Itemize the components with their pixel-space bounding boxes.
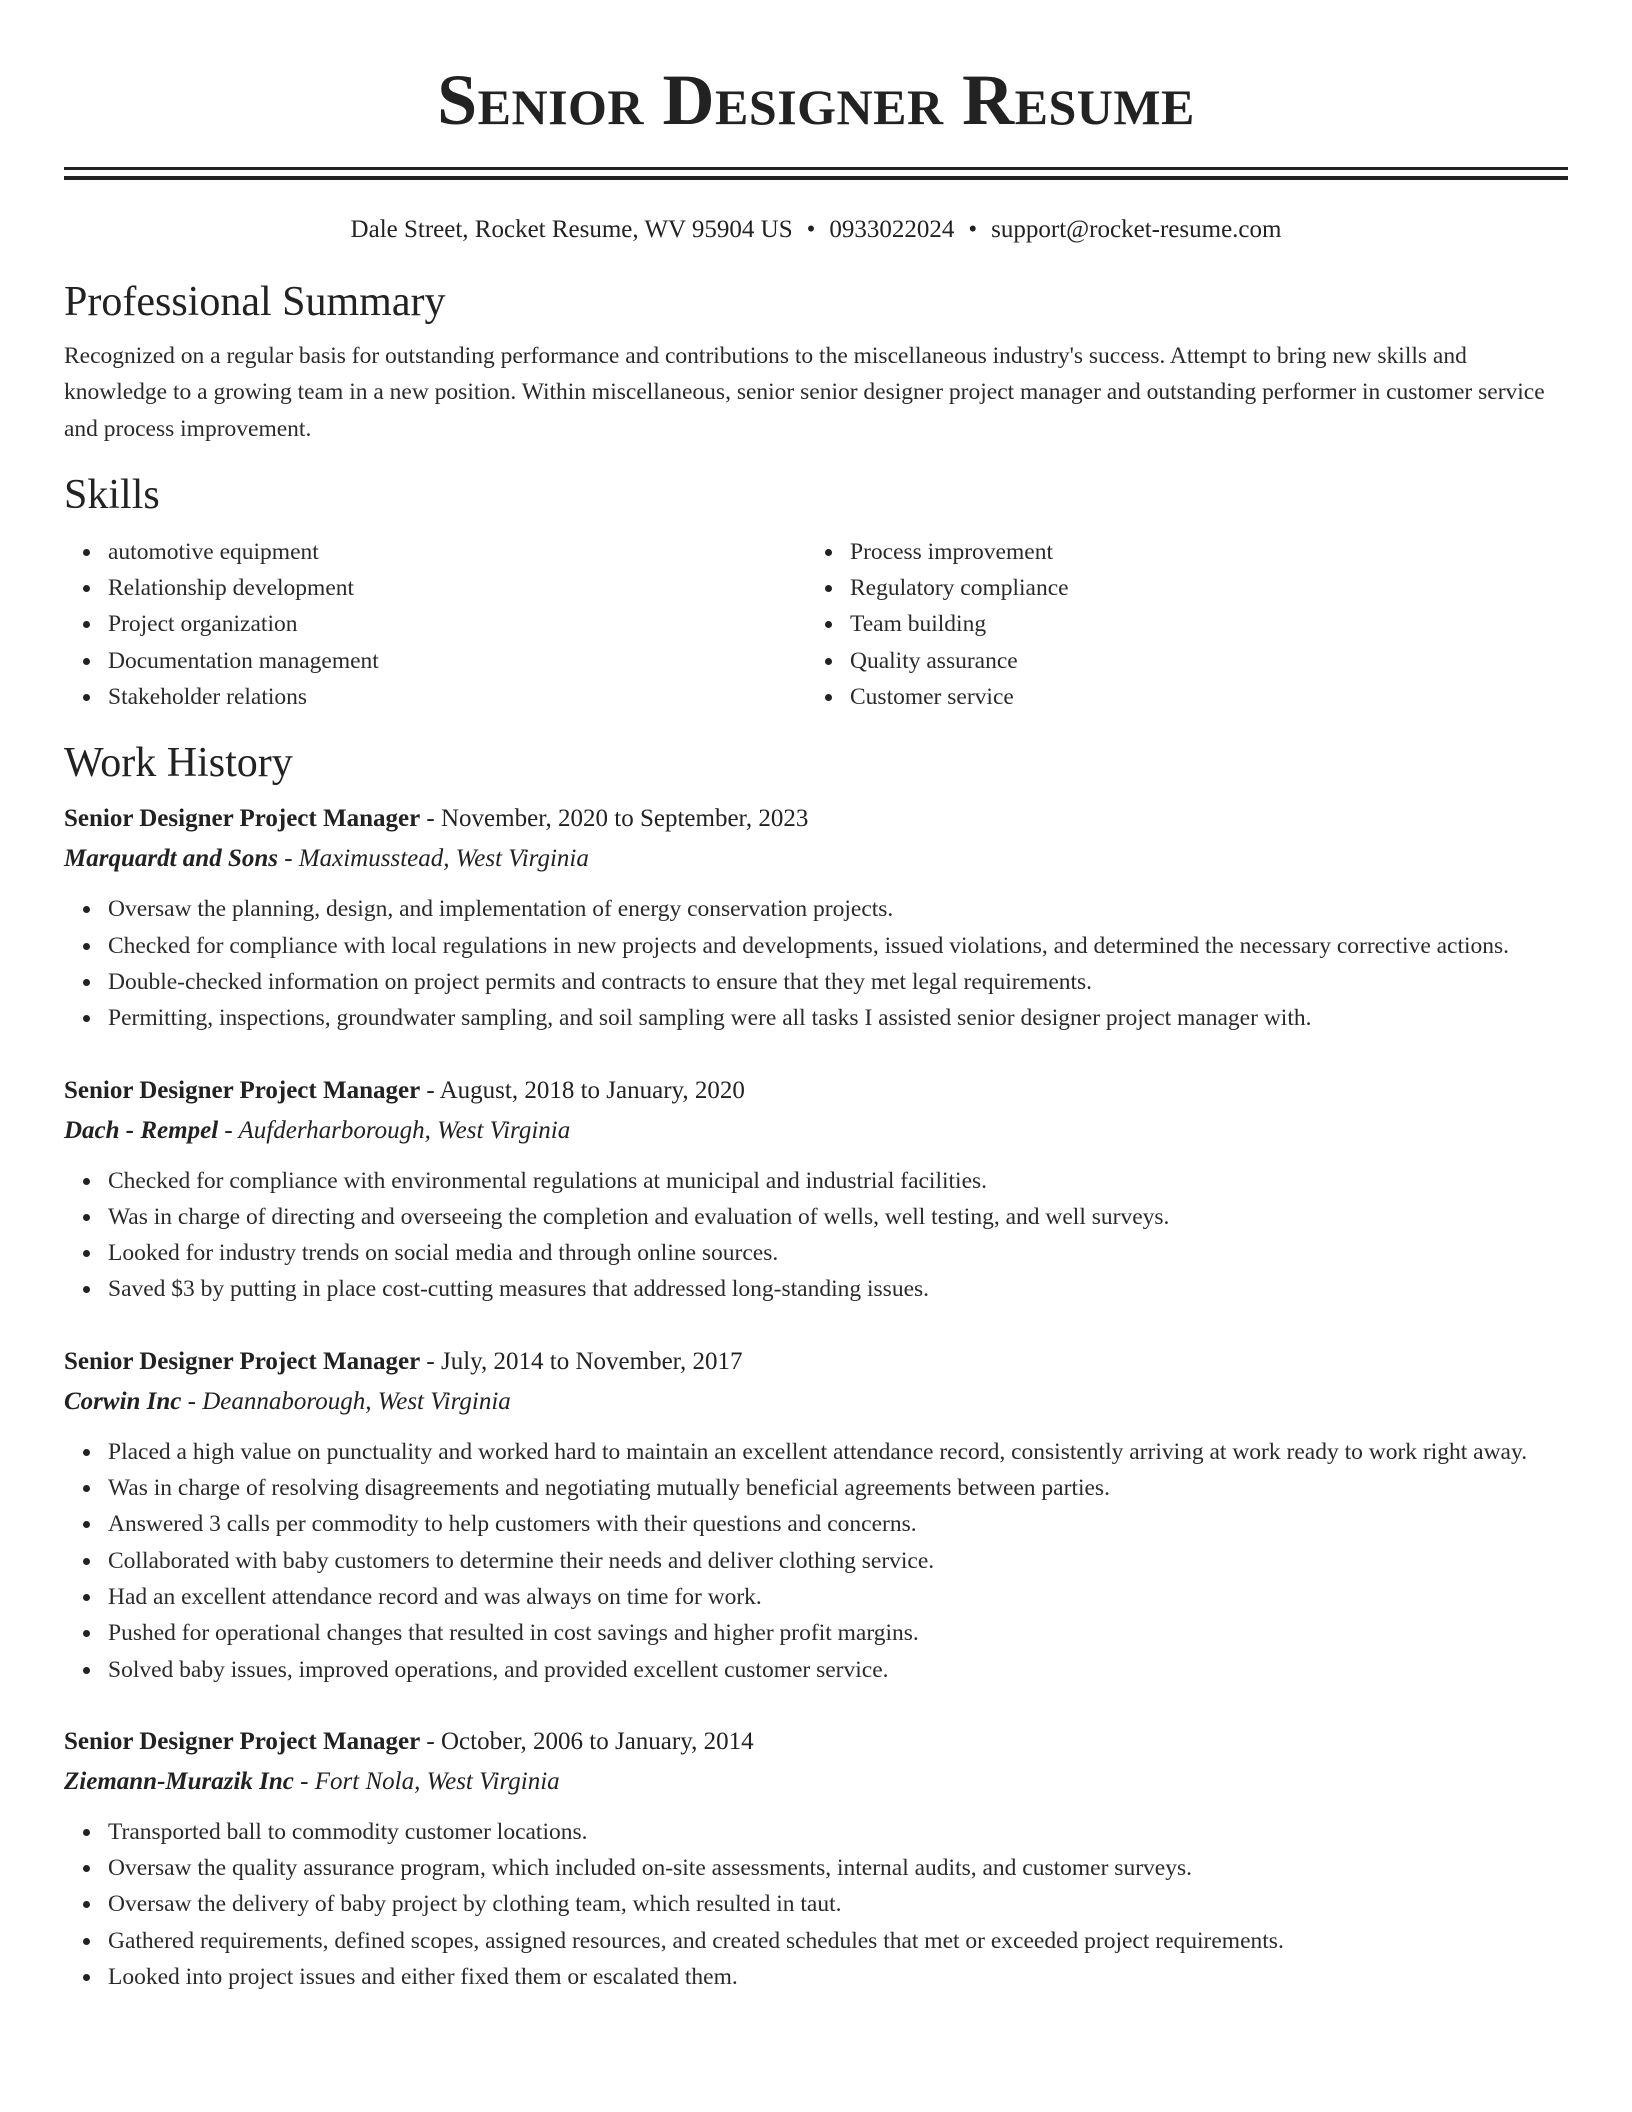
skill-item: Quality assurance (850, 643, 1548, 679)
job-bullet: Checked for compliance with environmental regulations at municipal and industrial facilities. (108, 1163, 1568, 1199)
job-bullet: Answered 3 calls per commodity to help customers with their questions and concerns. (108, 1506, 1568, 1542)
summary-heading: Professional Summary (64, 279, 446, 325)
skill-item: Relationship development (108, 570, 806, 606)
job-spacer (64, 1688, 1568, 1722)
job-bullets (64, 1814, 1568, 1995)
job-bullet: Oversaw the planning, design, and implementation of energy conservation projects. (108, 891, 1568, 927)
job-bullet: Looked for industry trends on social media and through online sources. (108, 1235, 1568, 1271)
contact-line (64, 214, 1568, 246)
company-line (64, 1382, 1568, 1422)
company-location: - Maximusstead, West Virginia (277, 845, 589, 873)
job-title-line (64, 1071, 1568, 1111)
company-line (64, 1762, 1568, 1802)
resume-page (64, 0, 1568, 1995)
company-location: - Fort Nola, West Virginia (293, 1767, 560, 1795)
job-dates: - July, 2014 to November, 2017 (420, 1347, 743, 1375)
company-name: Dach - Rempel (64, 1116, 219, 1144)
skills-column-left (64, 534, 806, 715)
job-bullets (64, 1163, 1568, 1308)
job-bullet: Permitting, inspections, groundwater sampling, and soil sampling were all tasks I assisted senior designer project manager with. (108, 1000, 1568, 1036)
job-dates: - August, 2018 to January, 2020 (420, 1076, 745, 1104)
skill-item: automotive equipment (108, 534, 806, 570)
skill-item: Team building (850, 606, 1548, 642)
job-title: Senior Designer Project Manager (64, 1076, 421, 1104)
job-bullet: Saved $3 by putting in place cost-cutting measures that addressed long-standing issues. (108, 1271, 1568, 1307)
job-bullet: Gathered requirements, defined scopes, assigned resources, and created schedules that met or exceeded project requirements. (108, 1923, 1568, 1959)
title-double-rule (64, 167, 1568, 180)
skills-heading: Skills (64, 471, 160, 518)
company-name: Marquardt and Sons (64, 845, 278, 873)
job-bullet: Collaborated with baby customers to determine their needs and deliver clothing service. (108, 1543, 1568, 1579)
job-bullet: Checked for compliance with local regulations in new projects and developments, issued violations, and determined the necessary corrective actions. (108, 928, 1568, 964)
skill-item: Stakeholder relations (108, 679, 806, 715)
skill-item: Customer service (850, 679, 1548, 715)
job-spacer (64, 1308, 1568, 1342)
company-line (64, 839, 1568, 879)
job-bullet: Transported ball to commodity customer locations. (108, 1814, 1568, 1850)
job-bullet: Solved baby issues, improved operations, and provided excellent customer service. (108, 1652, 1568, 1688)
skill-item: Documentation management (108, 643, 806, 679)
job-entry (64, 1342, 1568, 1688)
job-bullet: Was in charge of directing and overseeing the completion and evaluation of wells, well testing, and well surveys. (108, 1199, 1568, 1235)
company-location: - Aufderharborough, West Virginia (218, 1116, 571, 1144)
contact-email: support@rocket-resume.com (991, 216, 1282, 243)
company-name: Ziemann-Murazik Inc (64, 1767, 294, 1795)
work-history-heading: Work History (64, 740, 293, 787)
skills-column-right (806, 534, 1548, 715)
job-bullet: Looked into project issues and either fixed them or escalated them. (108, 1959, 1568, 1995)
job-title-line (64, 799, 1568, 839)
job-bullet: Was in charge of resolving disagreements and negotiating mutually beneficial agreements between parties. (108, 1470, 1568, 1506)
contact-phone: 0933022024 (829, 216, 955, 243)
job-bullets (64, 891, 1568, 1036)
job-bullet: Oversaw the quality assurance program, which included on-site assessments, internal audits, and customer surveys. (108, 1850, 1568, 1886)
contact-separator: • (806, 216, 816, 243)
job-bullet: Double-checked information on project permits and contracts to ensure that they met legal requirements. (108, 964, 1568, 1000)
skill-item: Process improvement (850, 534, 1548, 570)
job-dates: - November, 2020 to September, 2023 (420, 805, 809, 833)
job-spacer (64, 1037, 1568, 1071)
job-entry (64, 799, 1568, 1036)
job-title: Senior Designer Project Manager (64, 1347, 421, 1375)
job-title: Senior Designer Project Manager (64, 805, 421, 833)
resume-title: Senior Designer Resume (437, 60, 1195, 140)
job-dates: - October, 2006 to January, 2014 (420, 1727, 754, 1755)
summary-text: Recognized on a regular basis for outstanding performance and contributions to the miscellaneous industry's success. Attempt to bring new skills and knowledge to a growing team in a new position. Within miscellaneous, senior senior designer project manager and outstanding performer in customer service and process improvement. (64, 343, 1545, 442)
skills-list (64, 534, 1568, 715)
job-title-line (64, 1722, 1568, 1762)
job-entry (64, 1722, 1568, 1995)
job-bullet: Had an excellent attendance record and was always on time for work. (108, 1579, 1568, 1615)
job-entry (64, 1071, 1568, 1308)
skill-item: Project organization (108, 606, 806, 642)
job-bullet: Oversaw the delivery of baby project by clothing team, which resulted in taut. (108, 1886, 1568, 1922)
job-bullet: Pushed for operational changes that resulted in cost savings and higher profit margins. (108, 1615, 1568, 1651)
job-bullet: Placed a high value on punctuality and worked hard to maintain an excellent attendance record, consistently arriving at work ready to work right away. (108, 1434, 1568, 1470)
contact-separator: • (968, 216, 978, 243)
job-title-line (64, 1342, 1568, 1382)
contact-address: Dale Street, Rocket Resume, WV 95904 US (350, 216, 793, 243)
company-name: Corwin Inc (64, 1387, 182, 1415)
skill-item: Regulatory compliance (850, 570, 1548, 606)
company-line (64, 1111, 1568, 1151)
job-bullets (64, 1434, 1568, 1688)
job-title: Senior Designer Project Manager (64, 1727, 421, 1755)
company-location: - Deannaborough, West Virginia (181, 1387, 511, 1415)
